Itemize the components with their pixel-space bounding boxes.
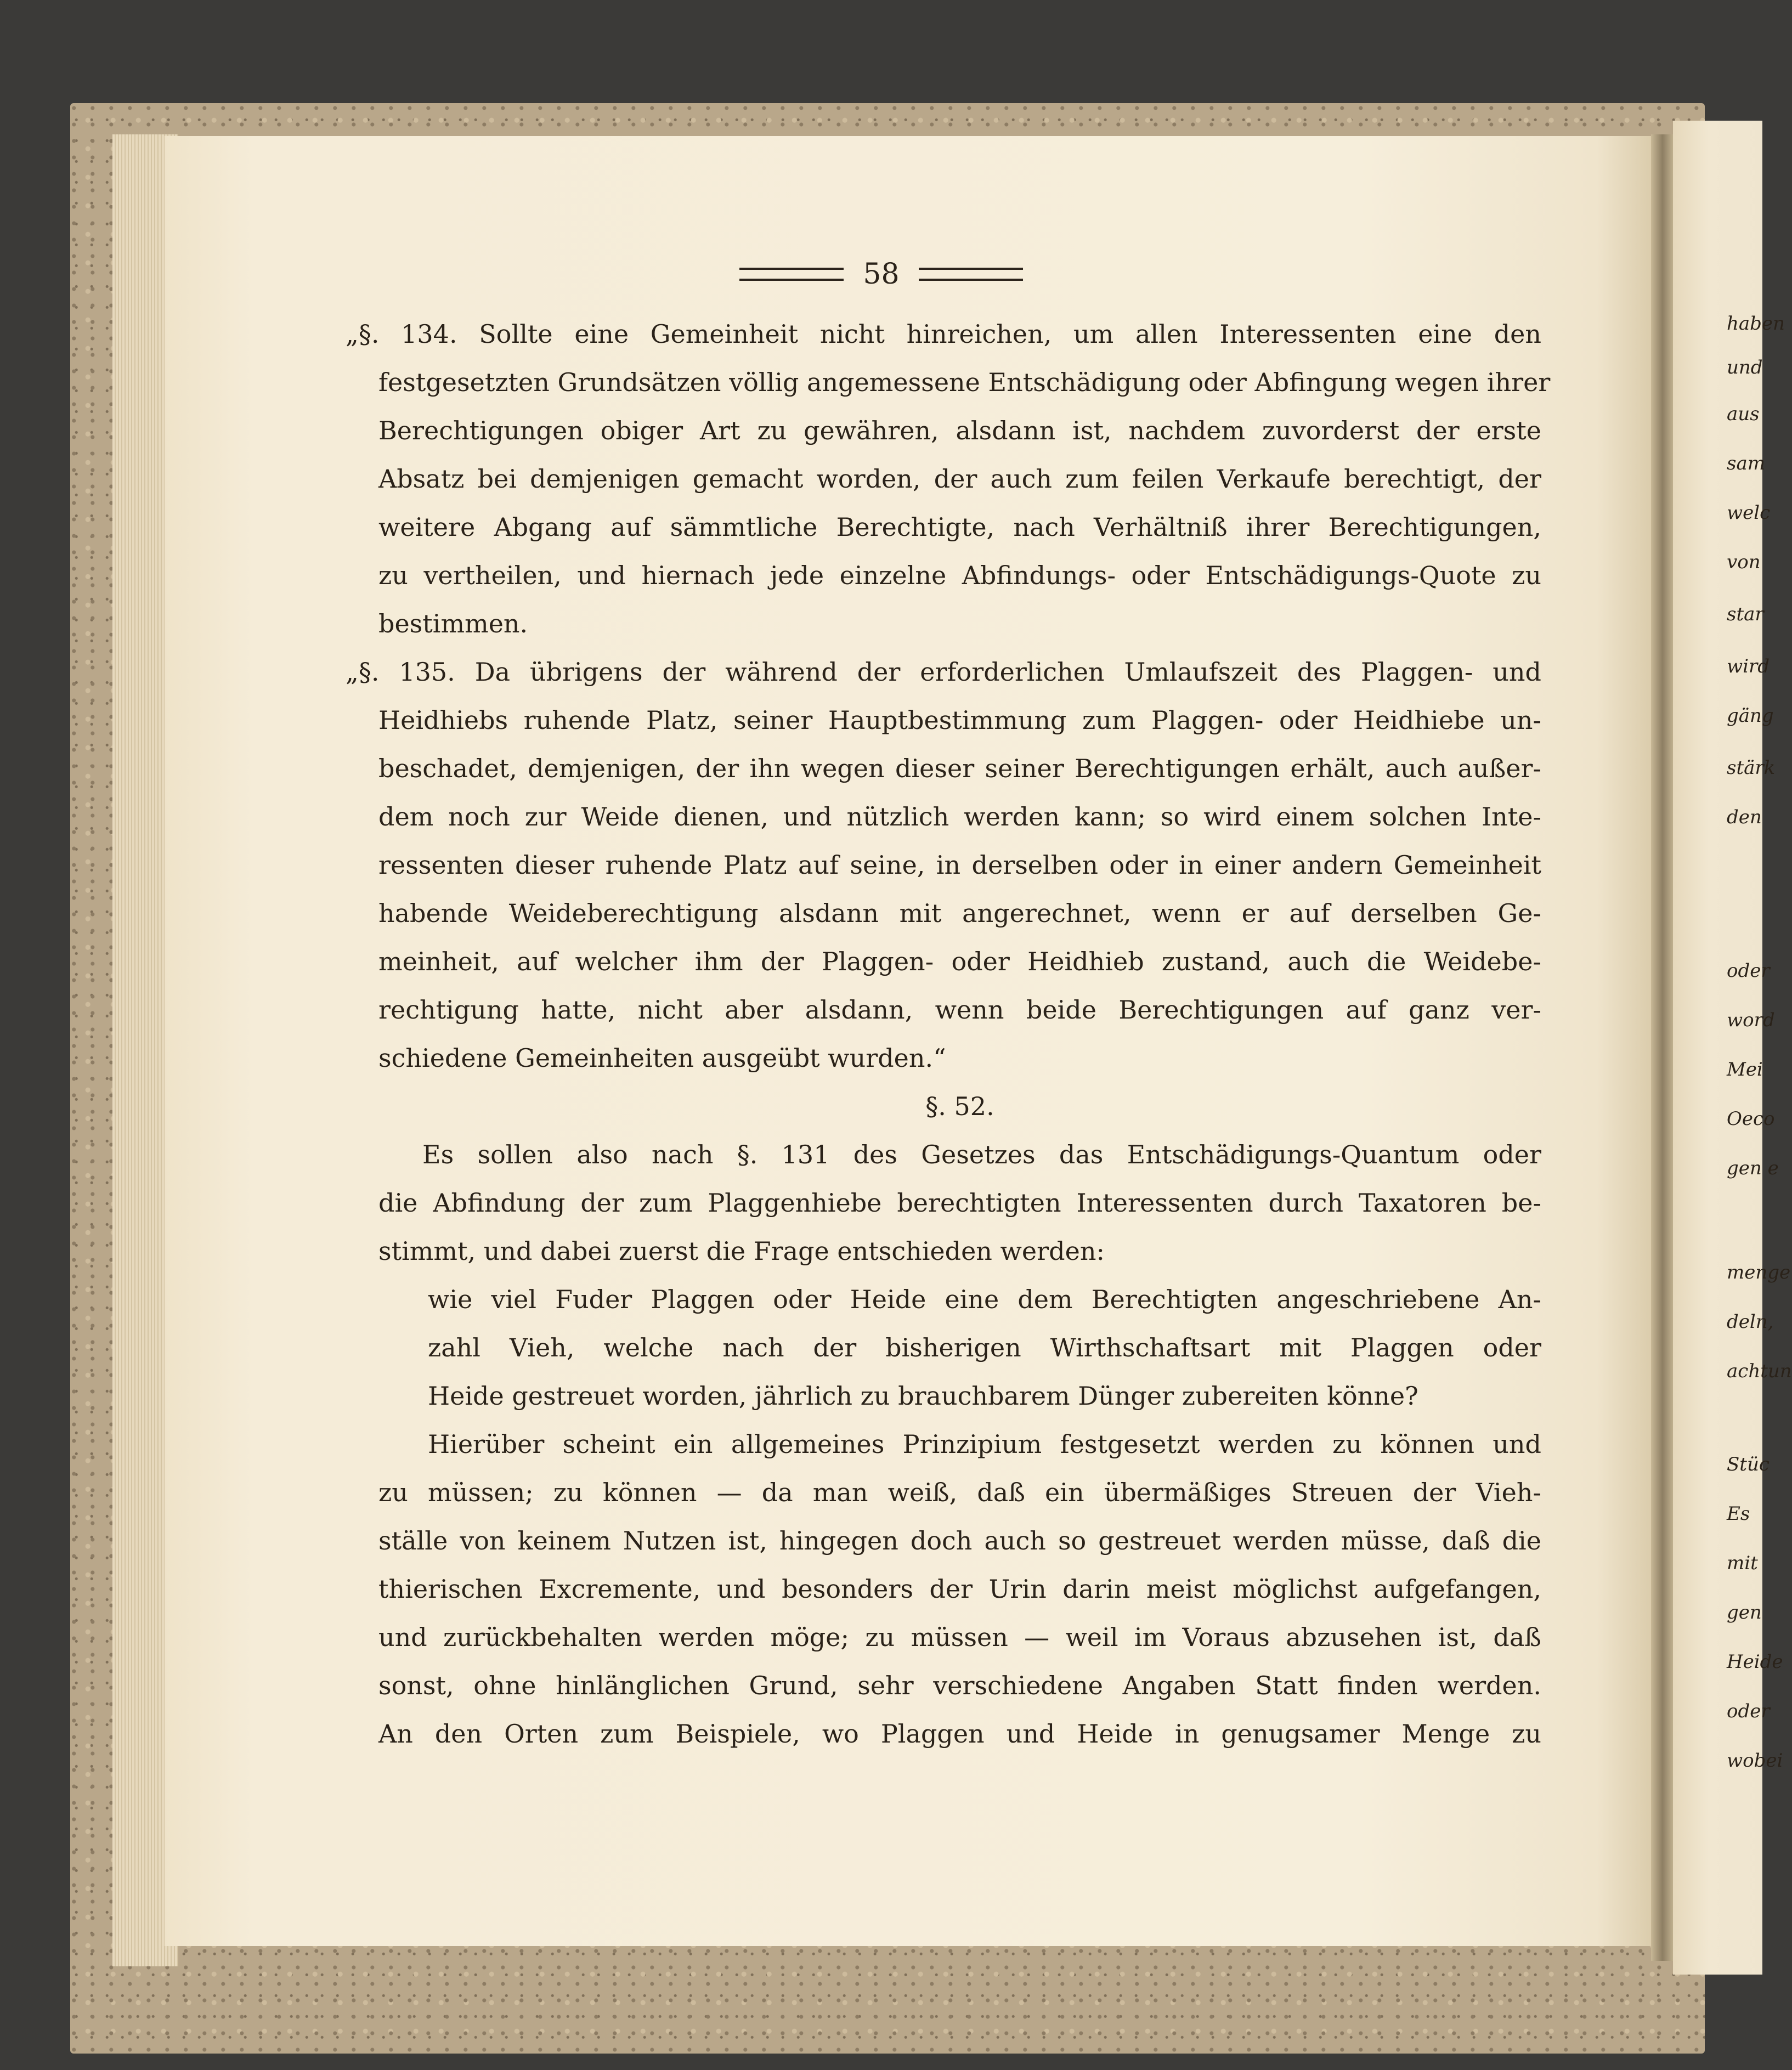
page-header [0, 258, 1762, 291]
text-line: wie viel Fuder Plaggen oder Heide eine dem Berechtigten angeschriebene An- [428, 1285, 1541, 1314]
text-line: thierischen Excremente, und besonders der Urin darin meist möglichst aufgefangen, [378, 1574, 1541, 1604]
header-rule-right [919, 268, 1023, 281]
text-line: weitere Abgang auf sämmtliche Berechtigte, nach Verhältniß ihrer Berechtigungen, [378, 512, 1541, 542]
text-line: zahl Vieh, welche nach der bisherigen Wirthschaftsart mit Plaggen oder [428, 1333, 1541, 1362]
text-line: Es sollen also nach §. 131 des Gesetzes das Entschädigungs-Quantum oder [422, 1140, 1541, 1169]
text-line: ställe von keinem Nutzen ist, hingegen doch auch so gestreuet werden müsse, daß die [378, 1526, 1541, 1556]
text-line: „§. 135. Da übrigens der während der erforderlichen Umlaufszeit des Plaggen- und [346, 657, 1541, 687]
text-line: bestimmen. [378, 609, 528, 638]
text-line: beschadet, demjenigen, der ihn wegen dieser seiner Berechtigungen erhält, auch außer- [378, 754, 1541, 783]
fragment: mit [1727, 1552, 1758, 1574]
fragment: und [1727, 357, 1763, 378]
fragment: welc [1727, 502, 1771, 524]
fragment: menge [1727, 1262, 1791, 1283]
page-number: 58 [863, 258, 900, 291]
text-line: zu müssen; zu können — da man weiß, daß ein übermäßiges Streuen der Vieh- [378, 1478, 1541, 1507]
fragment: word [1727, 1009, 1775, 1031]
fragment: Oeco [1727, 1108, 1775, 1130]
text-line: schiedene Gemeinheiten ausgeübt wurden.“ [378, 1043, 946, 1073]
fragment: deln, [1727, 1311, 1774, 1333]
text-line: stimmt, und dabei zuerst die Frage entschieden werden: [378, 1236, 1105, 1266]
text-line: festgesetzten Grundsätzen völlig angemessene Entschädigung oder Abfingung wegen ihrer [378, 367, 1551, 397]
fragment: gäng [1727, 705, 1774, 727]
text-line: habende Weideberechtigung alsdann mit angerechnet, wenn er auf derselben Ge- [378, 898, 1541, 928]
header-rule-left [739, 268, 844, 281]
book-gutter [1651, 134, 1674, 1961]
body-text [346, 310, 1551, 1758]
text-line: ressenten dieser ruhende Platz auf seine, in derselben oder in einer andern Gemeinheit [378, 850, 1541, 880]
fragment: Stüc [1727, 1453, 1770, 1475]
fragment: stärk [1727, 757, 1776, 779]
text-line: „§. 134. Sollte eine Gemeinheit nicht hinreichen, um allen Interessenten eine den [346, 319, 1541, 349]
fragment: aus [1727, 403, 1760, 425]
fragment: den [1727, 806, 1762, 828]
fragment: gen [1727, 1602, 1762, 1624]
text-line: sonst, ohne hinlänglichen Grund, sehr verschiedene Angaben Statt finden werden. [378, 1671, 1541, 1700]
text-line: Hierüber scheint ein allgemeines Prinzipium festgesetzt werden zu können und [428, 1429, 1541, 1459]
text-line: die Abfindung der zum Plaggenhiebe berechtigten Interessenten durch Taxatoren be- [378, 1188, 1541, 1218]
text-line: Heidhiebs ruhende Platz, seiner Hauptbestimmung zum Plaggen- oder Heidhiebe un- [378, 705, 1541, 735]
text-line: dem noch zur Weide dienen, und nützlich werden kann; so wird einem solchen Inte- [378, 802, 1541, 832]
fragment: haben [1727, 313, 1785, 335]
fragment: star [1727, 603, 1764, 625]
fragment: oder [1727, 960, 1770, 982]
fragment: wobei [1727, 1750, 1783, 1772]
text-line: Heide gestreuet worden, jährlich zu brauchbarem Dünger zubereiten könne? [428, 1381, 1418, 1411]
text-line: meinheit, auf welcher ihm der Plaggen- oder Heidhieb zustand, auch die Weidebe- [378, 947, 1541, 976]
fragment: achtun [1727, 1360, 1792, 1382]
fragment: Heide [1727, 1651, 1783, 1673]
section-heading: §. 52. [925, 1091, 994, 1121]
text-line: und zurückbehalten werden möge; zu müssen — weil im Voraus abzusehen ist, daß [378, 1622, 1541, 1652]
text-line: zu vertheilen, und hiernach jede einzelne Abfindungs- oder Entschädigungs-Quote zu [378, 561, 1541, 590]
text-line: Absatz bei demjenigen gemacht worden, der auch zum feilen Verkaufe berechtigt, der [378, 464, 1541, 494]
fragment: wird [1727, 655, 1770, 677]
text-line: Berechtigungen obiger Art zu gewähren, alsdann ist, nachdem zuvorderst der erste [378, 416, 1541, 445]
fragment: Mei [1727, 1059, 1763, 1081]
text-line: rechtigung hatte, nicht aber alsdann, wenn beide Berechtigungen auf ganz ver- [378, 995, 1541, 1025]
fragment: oder [1727, 1700, 1770, 1722]
fragment: gen e [1727, 1157, 1779, 1179]
facing-page [1673, 121, 1762, 1975]
text-line: An den Orten zum Beispiele, wo Plaggen und Heide in genugsamer Menge zu [378, 1719, 1541, 1749]
fragment: von [1727, 551, 1761, 573]
fragment: sam [1727, 453, 1765, 474]
fragment: Es [1727, 1503, 1750, 1525]
